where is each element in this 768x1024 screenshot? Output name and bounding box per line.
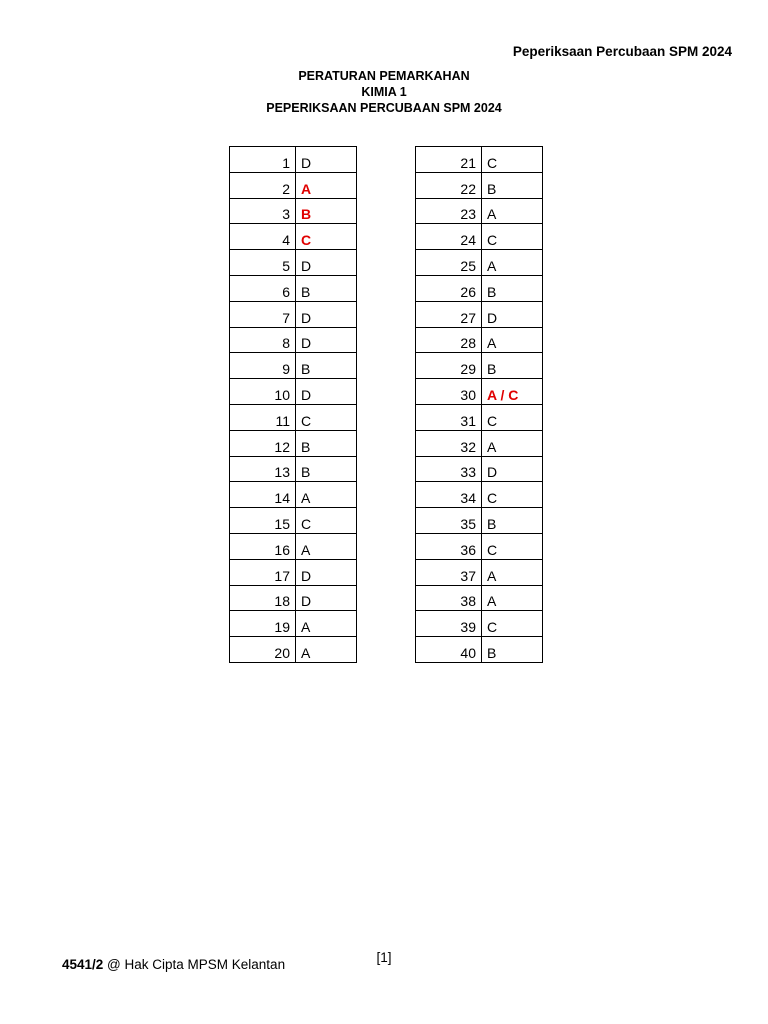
answer-row [230,172,357,198]
answer-key: B [296,198,357,224]
question-number: 34 [416,482,482,508]
answer-key: D [296,327,357,353]
answer-row [416,379,543,405]
answer-row [416,482,543,508]
answer-key: A [296,482,357,508]
answer-row [230,198,357,224]
question-number: 10 [230,379,296,405]
question-number: 11 [230,404,296,430]
answer-row [230,585,357,611]
answer-key: D [296,379,357,405]
answer-row [416,533,543,559]
answer-row [230,508,357,534]
answer-key: A [296,637,357,663]
answer-row [416,404,543,430]
question-number: 9 [230,353,296,379]
question-number: 36 [416,533,482,559]
answer-row [416,559,543,585]
paper-code: 4541/2 [62,957,104,972]
answer-key: C [482,147,543,173]
question-number: 15 [230,508,296,534]
answer-key: A [296,611,357,637]
answer-row [230,637,357,663]
question-number: 26 [416,275,482,301]
page-number: [1] [376,950,392,965]
answer-row [230,250,357,276]
question-number: 17 [230,559,296,585]
answer-key: A [482,198,543,224]
answer-row [230,301,357,327]
title-marking-scheme: PERATURAN PEMARKAHAN [298,69,470,83]
question-number: 27 [416,301,482,327]
answer-key: D [482,456,543,482]
answer-key: A [482,585,543,611]
answer-key: D [296,559,357,585]
exam-name-header: Peperiksaan Percubaan SPM 2024 [512,44,732,59]
answer-key: B [482,353,543,379]
answer-row [416,198,543,224]
answer-row [416,250,543,276]
answer-key: A [482,559,543,585]
answer-key: B [482,508,543,534]
answer-key: A [296,172,357,198]
answer-key: B [296,275,357,301]
question-number: 6 [230,275,296,301]
answer-row [416,637,543,663]
answer-row [230,147,357,173]
answer-key: C [482,482,543,508]
question-number: 18 [230,585,296,611]
answer-row [230,559,357,585]
answer-row [416,508,543,534]
answer-row [416,430,543,456]
question-number: 25 [416,250,482,276]
answer-row [416,327,543,353]
answer-key: C [482,404,543,430]
answer-row [230,611,357,637]
answer-key: A [482,327,543,353]
title-subject: KIMIA 1 [361,85,407,99]
question-number: 30 [416,379,482,405]
question-number: 19 [230,611,296,637]
question-number: 2 [230,172,296,198]
question-number: 23 [416,198,482,224]
question-number: 13 [230,456,296,482]
title-exam: PEPERIKSAAN PERCUBAAN SPM 2024 [266,101,502,115]
answer-row [230,353,357,379]
question-number: 31 [416,404,482,430]
answer-key: D [482,301,543,327]
question-number: 33 [416,456,482,482]
answer-table-right [415,146,543,663]
question-number: 20 [230,637,296,663]
question-number: 4 [230,224,296,250]
answer-key: A [482,250,543,276]
answer-key: C [482,611,543,637]
question-number: 14 [230,482,296,508]
answer-key: B [482,637,543,663]
answer-key: B [296,456,357,482]
answer-row [416,224,543,250]
answer-row [230,404,357,430]
answer-row [416,585,543,611]
answer-key: B [482,172,543,198]
answer-table-left [229,146,357,663]
question-number: 35 [416,508,482,534]
question-number: 22 [416,172,482,198]
answer-row [416,353,543,379]
answer-key: B [296,353,357,379]
answer-key: B [482,275,543,301]
question-number: 1 [230,147,296,173]
question-number: 21 [416,147,482,173]
answer-row [230,482,357,508]
question-number: 7 [230,301,296,327]
answer-key: C [296,224,357,250]
answer-key: C [482,224,543,250]
question-number: 16 [230,533,296,559]
question-number: 24 [416,224,482,250]
question-number: 40 [416,637,482,663]
answer-key: A [482,430,543,456]
question-number: 3 [230,198,296,224]
answer-key: C [296,404,357,430]
question-number: 37 [416,559,482,585]
answer-row [230,275,357,301]
question-number: 32 [416,430,482,456]
answer-key: A [296,533,357,559]
copyright-text: @ Hak Cipta MPSM Kelantan [103,957,286,972]
answer-row [230,456,357,482]
answer-row [230,533,357,559]
answer-row [230,379,357,405]
answer-row [230,224,357,250]
answer-row [416,456,543,482]
answer-key: C [296,508,357,534]
title-block [0,68,768,116]
answer-key: C [482,533,543,559]
answer-row [416,275,543,301]
answer-row [416,147,543,173]
question-number: 8 [230,327,296,353]
answer-row [416,301,543,327]
answer-row [230,430,357,456]
answer-key: D [296,250,357,276]
question-number: 29 [416,353,482,379]
answer-key: D [296,147,357,173]
answer-key: D [296,585,357,611]
answer-key: A / C [482,379,543,405]
question-number: 39 [416,611,482,637]
answer-key: B [296,430,357,456]
question-number: 28 [416,327,482,353]
question-number: 12 [230,430,296,456]
question-number: 38 [416,585,482,611]
answer-key: D [296,301,357,327]
answer-row [230,327,357,353]
answer-row [416,611,543,637]
question-number: 5 [230,250,296,276]
answer-row [416,172,543,198]
footer-copyright [62,957,285,972]
